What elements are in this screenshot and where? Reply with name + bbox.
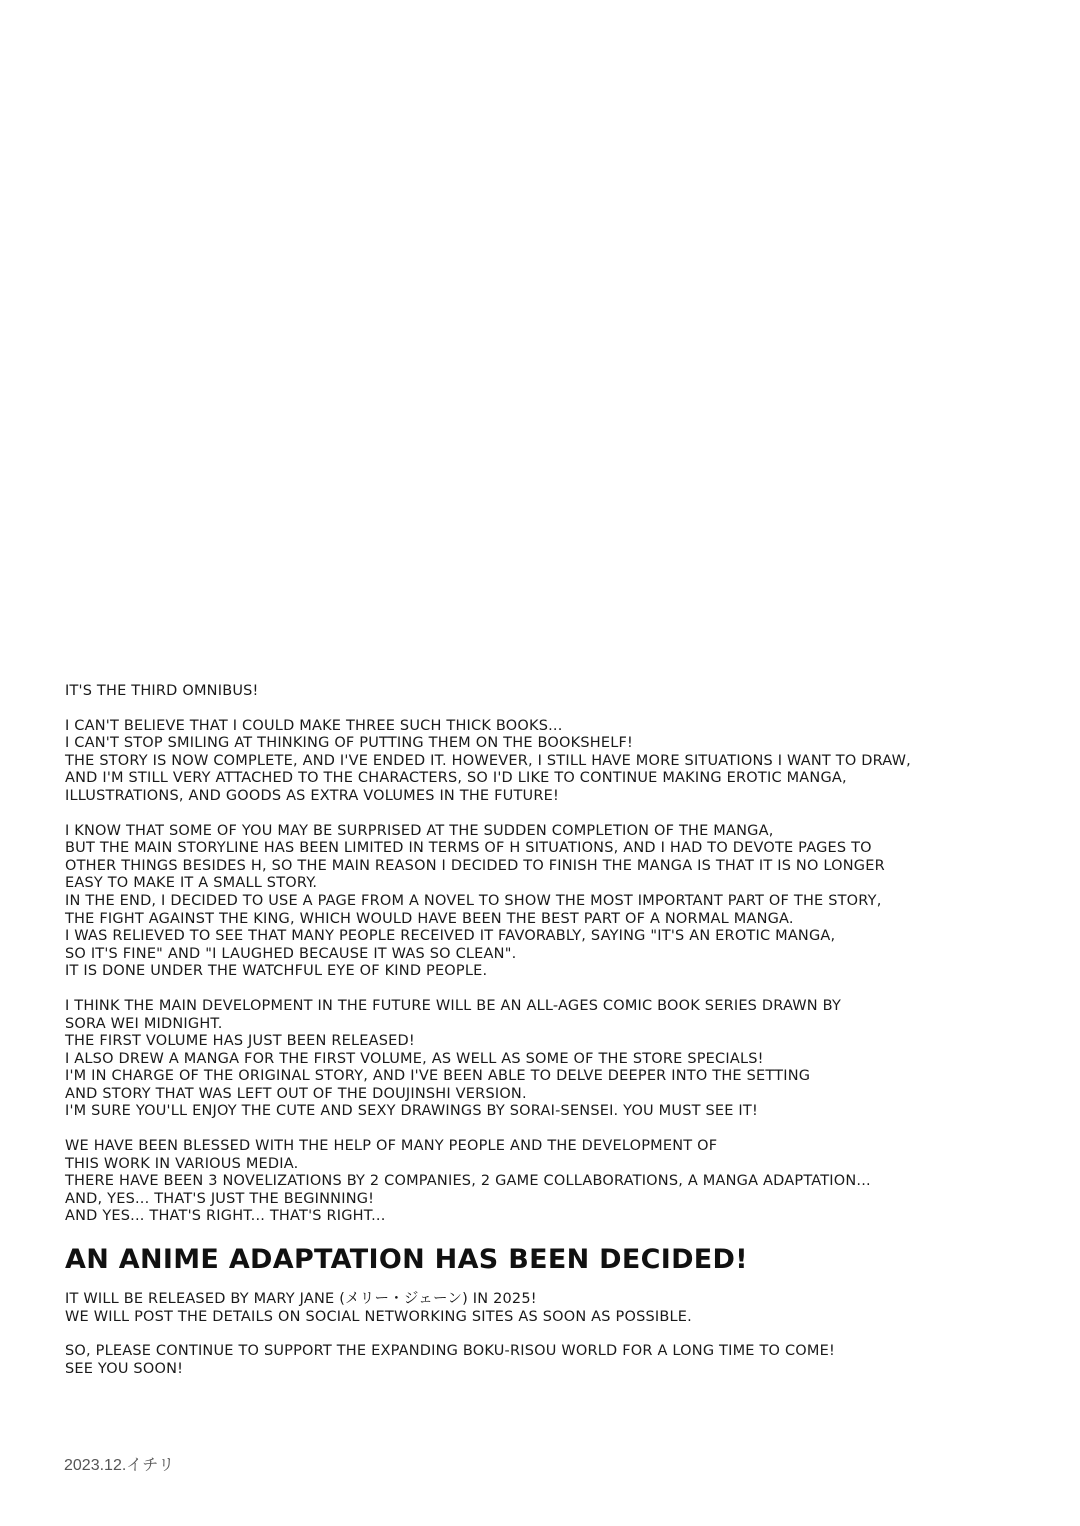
text-line: AND, YES... THAT'S JUST THE BEGINNING! bbox=[65, 1190, 375, 1207]
text-line: IT WILL BE RELEASED BY MARY JANE (メリー・ジェーン) IN 2025! bbox=[65, 1291, 537, 1308]
text-line: IN THE END, I DECIDED TO USE A PAGE FROM A NOVEL TO SHOW THE MOST IMPORTANT PART OF THE STORY, bbox=[65, 892, 882, 909]
text-line: I'M IN CHARGE OF THE ORIGINAL STORY, AND I'VE BEEN ABLE TO DELVE DEEPER INTO THE SETTING bbox=[65, 1068, 811, 1085]
paragraph bbox=[65, 683, 1055, 701]
paragraph bbox=[65, 1343, 1055, 1378]
text-line: AND YES... THAT'S RIGHT... THAT'S RIGHT... bbox=[65, 1208, 386, 1225]
paragraph bbox=[65, 718, 1055, 806]
paragraph bbox=[65, 1291, 1055, 1326]
text-line: I ALSO DREW A MANGA FOR THE FIRST VOLUME, AS WELL AS SOME OF THE STORE SPECIALS! bbox=[65, 1050, 764, 1067]
text-line: I THINK THE MAIN DEVELOPMENT IN THE FUTURE WILL BE AN ALL-AGES COMIC BOOK SERIES DRAWN BY bbox=[65, 997, 842, 1014]
closing-paragraphs bbox=[65, 1291, 1055, 1378]
text-line: AND I'M STILL VERY ATTACHED TO THE CHARACTERS, SO I'D LIKE TO CONTINUE MAKING EROTIC MANGA, bbox=[65, 770, 847, 787]
text-line: THE STORY IS NOW COMPLETE, AND I'VE ENDED IT. HOWEVER, I STILL HAVE MORE SITUATIONS I WANT TO DRAW, bbox=[65, 752, 911, 769]
text-line: SEE YOU SOON! bbox=[65, 1360, 184, 1377]
text-line: THERE HAVE BEEN 3 NOVELIZATIONS BY 2 COMPANIES, 2 GAME COLLABORATIONS, A MANGA ADAPTATION... bbox=[65, 1173, 871, 1190]
text-line: I CAN'T BELIEVE THAT I COULD MAKE THREE SUCH THICK BOOKS... bbox=[65, 717, 563, 734]
paragraph bbox=[65, 998, 1055, 1121]
text-line: I CAN'T STOP SMILING AT THINKING OF PUTTING THEM ON THE BOOKSHELF! bbox=[65, 735, 634, 752]
text-line: OTHER THINGS BESIDES H, SO THE MAIN REASON I DECIDED TO FINISH THE MANGA IS THAT IT IS NO LONGER bbox=[65, 857, 885, 874]
text-line: ILLUSTRATIONS, AND GOODS AS EXTRA VOLUMES IN THE FUTURE! bbox=[65, 787, 559, 804]
text-line: AND STORY THAT WAS LEFT OUT OF THE DOUJINSHI VERSION. bbox=[65, 1085, 527, 1102]
afterword-text bbox=[65, 683, 1055, 1395]
text-line: I WAS RELIEVED TO SEE THAT MANY PEOPLE RECEIVED IT FAVORABLY, SAYING "IT'S AN EROTIC MANGA, bbox=[65, 928, 836, 945]
text-line: THE FIGHT AGAINST THE KING, WHICH WOULD HAVE BEEN THE BEST PART OF A NORMAL MANGA. bbox=[65, 910, 794, 927]
announcement-heading: AN ANIME ADAPTATION HAS BEEN DECIDED! bbox=[65, 1244, 748, 1276]
text-line: WE HAVE BEEN BLESSED WITH THE HELP OF MANY PEOPLE AND THE DEVELOPMENT OF bbox=[65, 1138, 718, 1155]
afterword-paragraphs bbox=[65, 683, 1055, 1226]
text-line: WE WILL POST THE DETAILS ON SOCIAL NETWORKING SITES AS SOON AS POSSIBLE. bbox=[65, 1308, 692, 1325]
author-signature: 2023.12.イチリ bbox=[64, 1457, 175, 1474]
text-line: THE FIRST VOLUME HAS JUST BEEN RELEASED! bbox=[65, 1033, 415, 1050]
text-line: EASY TO MAKE IT A SMALL STORY. bbox=[65, 875, 318, 892]
text-line: IT IS DONE UNDER THE WATCHFUL EYE OF KIND PEOPLE. bbox=[65, 963, 488, 980]
text-line: SO, PLEASE CONTINUE TO SUPPORT THE EXPANDING BOKU-RISOU WORLD FOR A LONG TIME TO COME! bbox=[65, 1343, 835, 1360]
text-line: BUT THE MAIN STORYLINE HAS BEEN LIMITED IN TERMS OF H SITUATIONS, AND I HAD TO DEVOTE PAGES TO bbox=[65, 840, 872, 857]
text-line: SORA WEI MIDNIGHT. bbox=[65, 1015, 223, 1032]
paragraph bbox=[65, 1138, 1055, 1226]
text-line: SO IT'S FINE" AND "I LAUGHED BECAUSE IT WAS SO CLEAN". bbox=[65, 945, 517, 962]
paragraph bbox=[65, 823, 1055, 981]
text-line: IT'S THE THIRD OMNIBUS! bbox=[65, 683, 259, 699]
text-line: I KNOW THAT SOME OF YOU MAY BE SURPRISED AT THE SUDDEN COMPLETION OF THE MANGA, bbox=[65, 822, 774, 839]
text-line: THIS WORK IN VARIOUS MEDIA. bbox=[65, 1155, 299, 1172]
text-line: I'M SURE YOU'LL ENJOY THE CUTE AND SEXY DRAWINGS BY SORAI-SENSEI. YOU MUST SEE IT! bbox=[65, 1103, 758, 1120]
